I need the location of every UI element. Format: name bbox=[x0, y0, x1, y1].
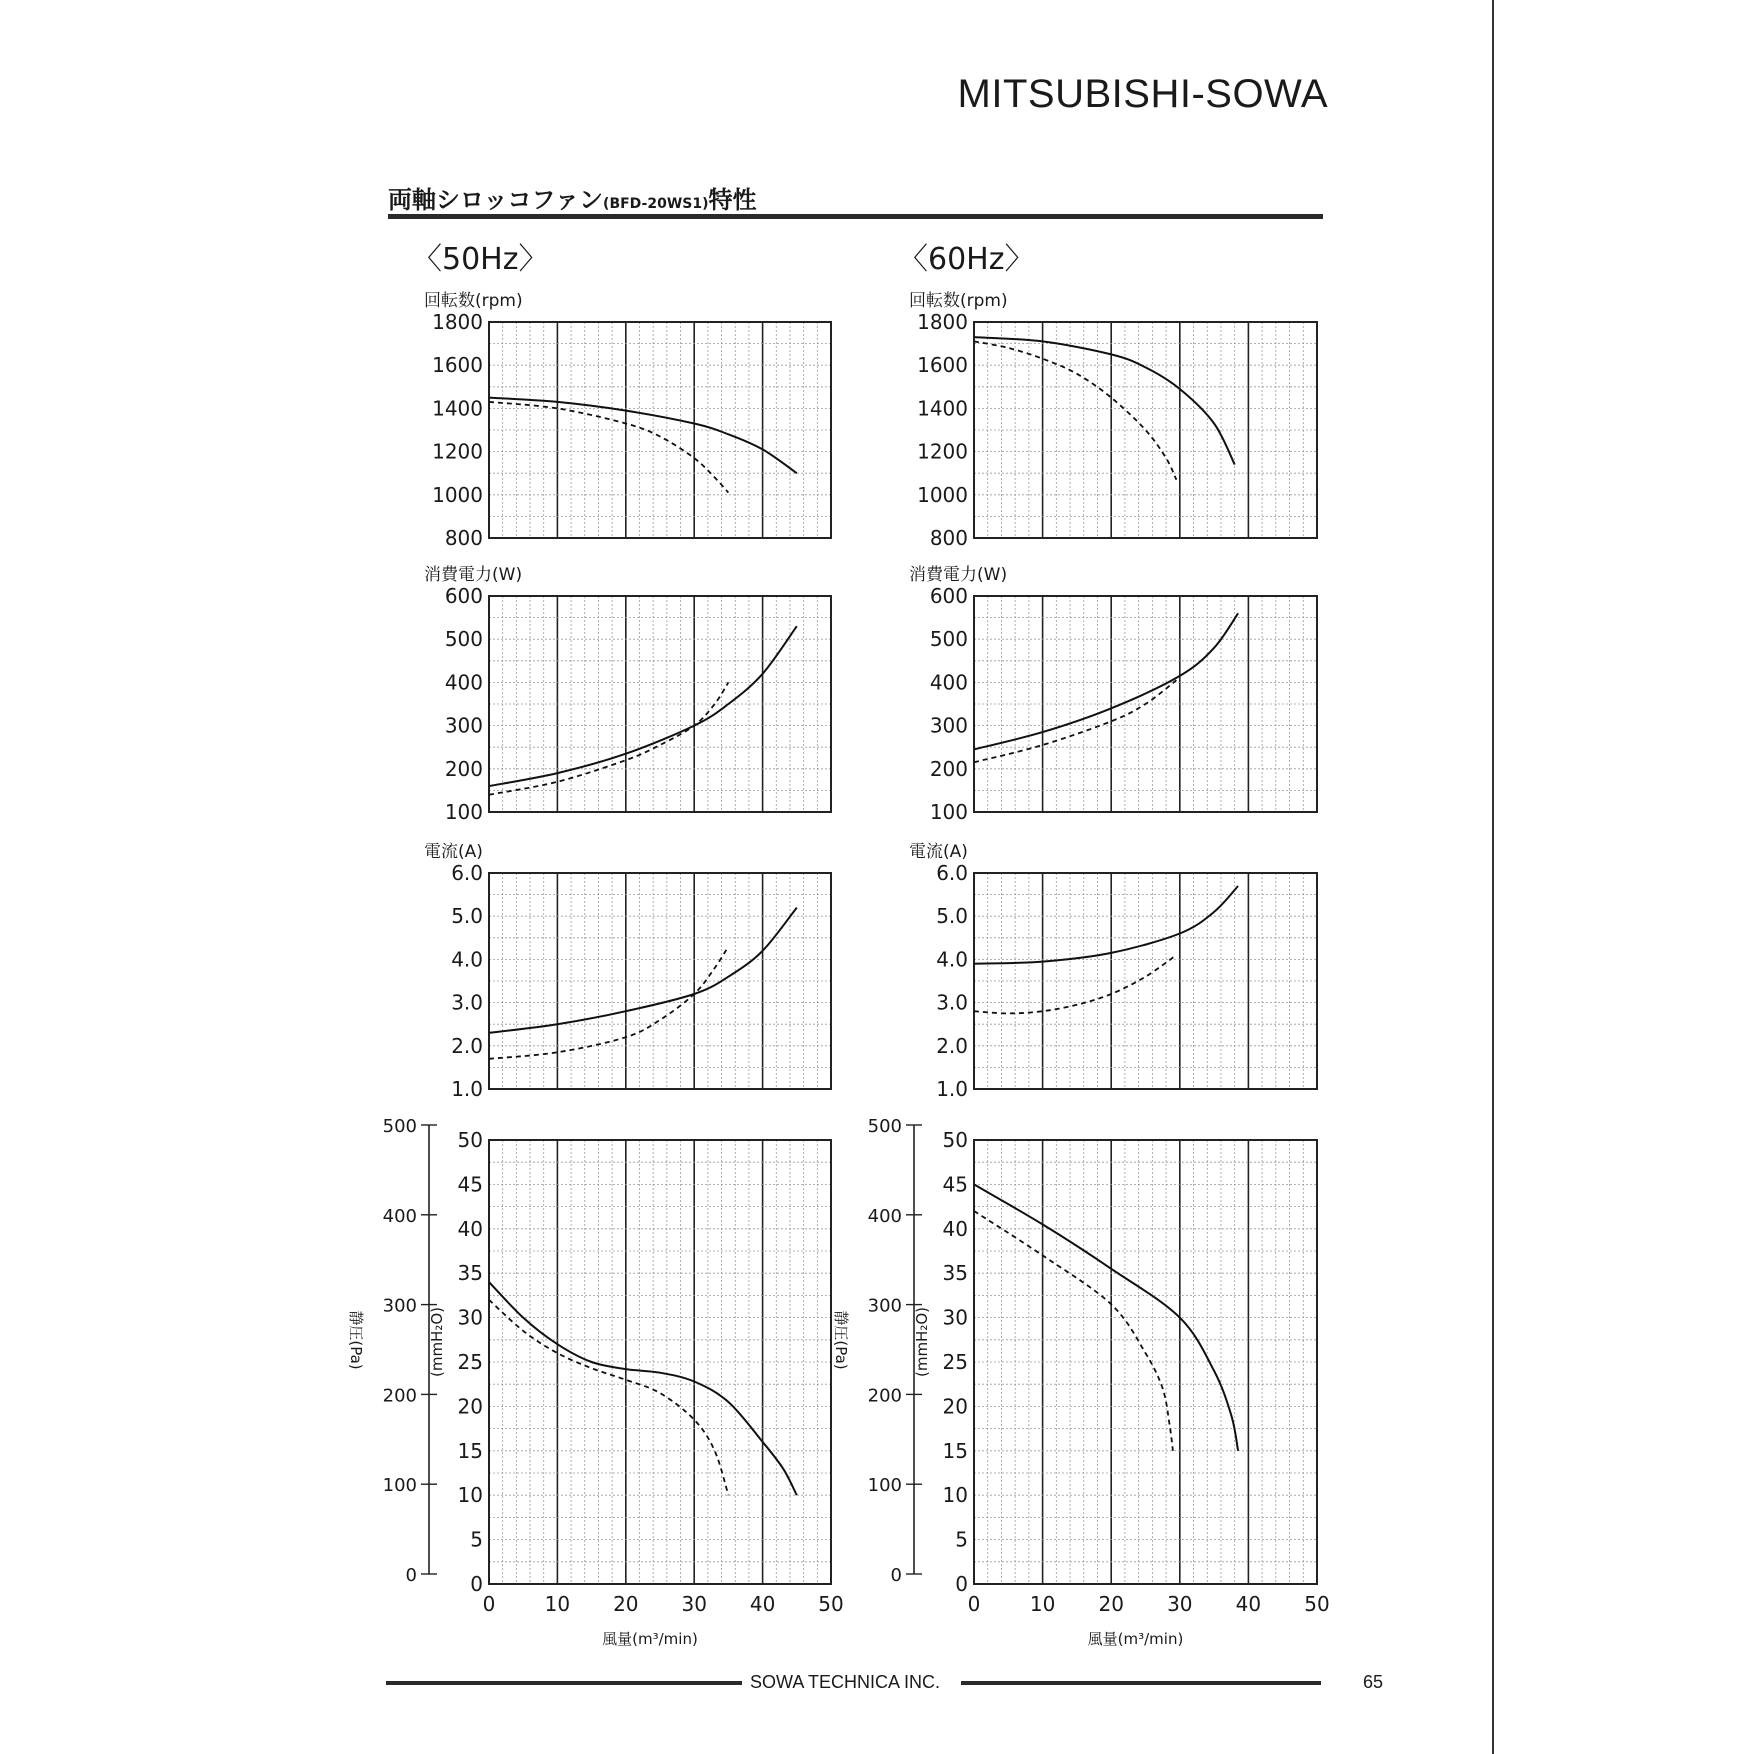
footer-rule-left bbox=[386, 1681, 742, 1685]
y-tick-label: 20 bbox=[942, 1394, 968, 1419]
secondary-tick-label: 300 bbox=[382, 1295, 417, 1317]
title-suffix: 特性 bbox=[708, 186, 757, 214]
x-tick-label: 10 bbox=[1029, 1592, 1056, 1616]
y-tick-label: 0 bbox=[955, 1572, 968, 1596]
footer-company: SOWA TECHNICA INC. bbox=[750, 1672, 941, 1692]
x-tick-label: 50 bbox=[1304, 1592, 1330, 1616]
y-tick-label: 100 bbox=[444, 800, 483, 824]
y-tick-label: 1800 bbox=[917, 310, 968, 334]
y-tick-label: 5 bbox=[470, 1527, 483, 1552]
pressure-axis-label: 静圧(Pa) bbox=[347, 1310, 365, 1370]
y-tick-label: 30 bbox=[457, 1305, 483, 1330]
y-tick-label: 400 bbox=[444, 670, 483, 695]
secondary-tick-label: 100 bbox=[382, 1475, 417, 1497]
series-line-solid bbox=[974, 613, 1238, 749]
y-tick-label: 6.0 bbox=[451, 861, 483, 885]
y-tick-label: 1000 bbox=[917, 482, 968, 507]
secondary-tick-label: 400 bbox=[867, 1205, 902, 1227]
y-tick-label: 10 bbox=[457, 1483, 483, 1508]
y-tick-label: 800 bbox=[444, 526, 483, 550]
y-tick-label: 3.0 bbox=[451, 990, 483, 1015]
y-tick-label: 15 bbox=[942, 1438, 968, 1463]
y-tick-label: 400 bbox=[929, 670, 968, 695]
y-tick-label: 200 bbox=[444, 756, 483, 781]
y-tick-label: 300 bbox=[444, 713, 483, 738]
y-axis-label: 回転数(rpm) bbox=[909, 291, 1008, 311]
secondary-tick-label: 200 bbox=[382, 1385, 417, 1407]
plot-frame bbox=[489, 596, 831, 812]
series-line-dashed bbox=[489, 1300, 728, 1495]
y-tick-label: 3.0 bbox=[936, 990, 968, 1015]
plot-frame bbox=[974, 873, 1317, 1089]
y-tick-label: 25 bbox=[457, 1350, 483, 1374]
y-tick-label: 1400 bbox=[432, 396, 483, 421]
pressure-axis-label: 静圧(Pa) bbox=[832, 1310, 850, 1370]
title-model: (BFD-20WS1) bbox=[603, 196, 709, 212]
series-line-dashed bbox=[489, 402, 728, 493]
y-tick-label: 35 bbox=[457, 1261, 483, 1286]
plot-frame bbox=[974, 1140, 1317, 1584]
secondary-tick-label: 300 bbox=[867, 1295, 902, 1317]
y-tick-label: 4.0 bbox=[936, 947, 968, 972]
y-tick-label: 600 bbox=[929, 584, 968, 608]
y-tick-label: 1400 bbox=[917, 396, 968, 421]
series-line-solid bbox=[974, 337, 1235, 465]
series-line-solid bbox=[489, 398, 797, 474]
y-tick-label: 300 bbox=[929, 713, 968, 738]
x-axis-label: 風量(m³/min) bbox=[1087, 1630, 1184, 1648]
series-line-solid bbox=[489, 908, 797, 1033]
secondary-tick-label: 200 bbox=[867, 1385, 902, 1407]
y-tick-label: 35 bbox=[942, 1261, 968, 1286]
mmh2o-axis-label: (mmH₂O) bbox=[913, 1306, 931, 1378]
plot-frame bbox=[489, 322, 831, 538]
y-tick-label: 45 bbox=[457, 1172, 483, 1197]
y-tick-label: 200 bbox=[929, 756, 968, 781]
y-tick-label: 500 bbox=[444, 627, 483, 652]
x-axis-label: 風量(m³/min) bbox=[602, 1630, 698, 1648]
y-axis-label: 電流(A) bbox=[909, 842, 968, 862]
y-tick-label: 5 bbox=[955, 1527, 968, 1552]
y-tick-label: 1600 bbox=[917, 353, 968, 378]
y-axis-label: 消費電力(W) bbox=[909, 565, 1008, 585]
y-tick-label: 4.0 bbox=[451, 947, 483, 972]
y-tick-label: 50 bbox=[457, 1128, 483, 1152]
y-tick-label: 20 bbox=[457, 1394, 483, 1419]
series-line-dashed bbox=[974, 1211, 1173, 1451]
page-edge bbox=[1492, 0, 1494, 1754]
y-tick-label: 25 bbox=[942, 1350, 968, 1374]
x-tick-label: 40 bbox=[749, 1592, 776, 1616]
secondary-tick-label: 400 bbox=[382, 1205, 417, 1227]
x-tick-label: 20 bbox=[1098, 1592, 1124, 1616]
secondary-tick-label: 500 bbox=[867, 1116, 902, 1137]
y-tick-label: 40 bbox=[457, 1216, 483, 1241]
y-tick-label: 1600 bbox=[432, 353, 483, 378]
series-line-solid bbox=[489, 1282, 797, 1495]
x-tick-label: 50 bbox=[818, 1592, 844, 1616]
x-tick-label: 40 bbox=[1235, 1592, 1262, 1616]
secondary-tick-label: 500 bbox=[382, 1116, 417, 1137]
secondary-tick-label: 100 bbox=[867, 1475, 902, 1497]
y-axis-label: 消費電力(W) bbox=[424, 565, 523, 585]
y-tick-label: 1800 bbox=[432, 310, 483, 334]
series-line-solid bbox=[974, 886, 1238, 964]
y-tick-label: 600 bbox=[444, 584, 483, 608]
y-tick-label: 45 bbox=[942, 1172, 968, 1197]
y-tick-label: 2.0 bbox=[451, 1033, 483, 1058]
brand-logo-text: MITSUBISHI-SOWA bbox=[957, 72, 1328, 116]
y-tick-label: 30 bbox=[942, 1305, 968, 1330]
y-tick-label: 1200 bbox=[432, 439, 483, 464]
secondary-tick-label: 0 bbox=[405, 1565, 417, 1586]
title-main: 両軸シロッコファン bbox=[388, 186, 604, 214]
x-tick-label: 0 bbox=[967, 1592, 981, 1616]
panel-label-60hz: 〈60Hz〉 bbox=[898, 242, 1035, 277]
y-tick-label: 6.0 bbox=[936, 861, 968, 885]
series-line-dashed bbox=[489, 682, 728, 794]
mmh2o-axis-label: (mmH₂O) bbox=[428, 1306, 446, 1378]
y-tick-label: 40 bbox=[942, 1216, 968, 1241]
series-line-dashed bbox=[974, 341, 1176, 479]
y-axis-label: 回転数(rpm) bbox=[424, 291, 523, 311]
footer-rule-right bbox=[961, 1681, 1321, 1685]
y-tick-label: 15 bbox=[457, 1438, 483, 1463]
y-tick-label: 10 bbox=[942, 1483, 968, 1508]
x-tick-label: 30 bbox=[681, 1592, 707, 1616]
series-line-solid bbox=[489, 626, 797, 786]
y-tick-label: 800 bbox=[929, 526, 968, 550]
x-tick-label: 0 bbox=[482, 1592, 496, 1616]
panel-label-50hz: 〈50Hz〉 bbox=[412, 242, 549, 277]
y-axis-label: 電流(A) bbox=[424, 842, 483, 862]
secondary-tick-label: 0 bbox=[890, 1565, 902, 1586]
plot-frame bbox=[489, 1140, 831, 1584]
plot-frame bbox=[974, 322, 1317, 538]
page-number: 65 bbox=[1363, 1672, 1384, 1692]
x-tick-label: 30 bbox=[1167, 1592, 1193, 1616]
y-tick-label: 0 bbox=[470, 1572, 483, 1596]
series-line-dashed bbox=[489, 946, 728, 1058]
x-tick-label: 10 bbox=[544, 1592, 571, 1616]
y-tick-label: 500 bbox=[929, 627, 968, 652]
y-tick-label: 5.0 bbox=[451, 904, 483, 929]
y-tick-label: 100 bbox=[929, 800, 968, 824]
y-tick-label: 1000 bbox=[432, 482, 483, 507]
y-tick-label: 5.0 bbox=[936, 904, 968, 929]
plot-frame bbox=[489, 873, 831, 1089]
y-tick-label: 1.0 bbox=[936, 1077, 968, 1101]
x-tick-label: 20 bbox=[613, 1592, 639, 1616]
y-tick-label: 50 bbox=[942, 1128, 968, 1152]
y-tick-label: 1.0 bbox=[451, 1077, 483, 1101]
y-tick-label: 1200 bbox=[917, 439, 968, 464]
y-tick-label: 2.0 bbox=[936, 1033, 968, 1058]
